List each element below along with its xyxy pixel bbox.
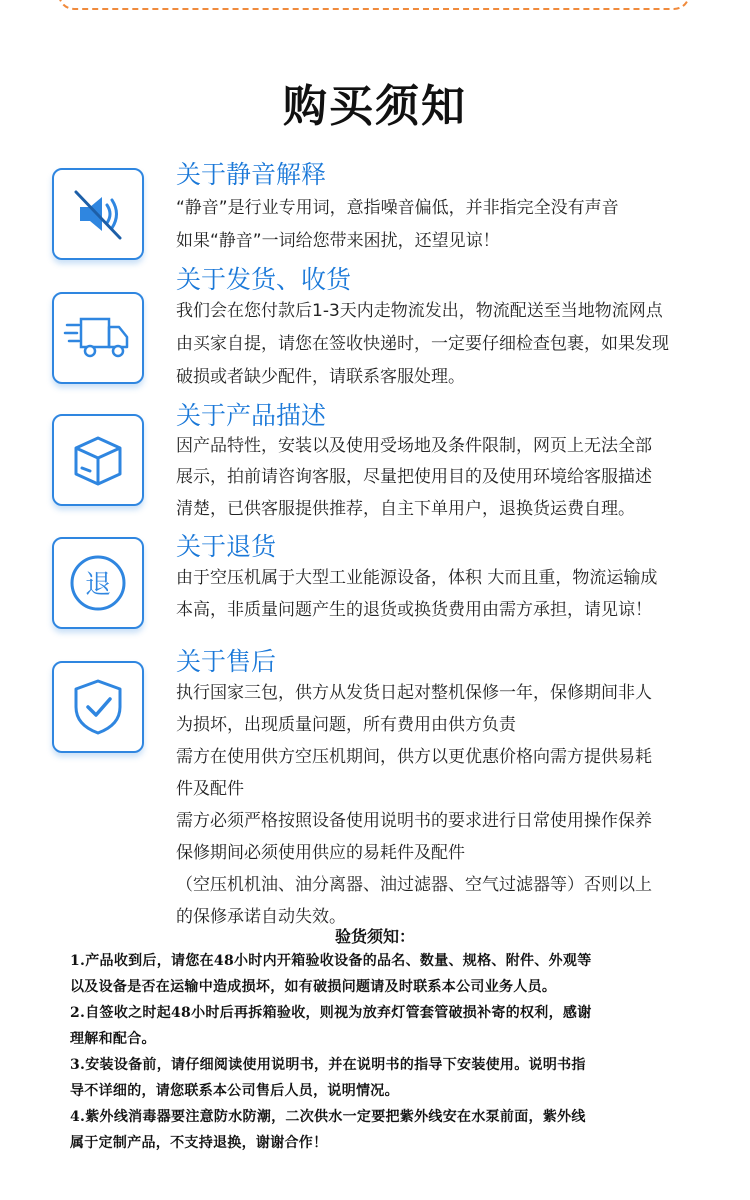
mute-speaker-icon: [52, 168, 144, 260]
top-dashed-banner-edge: [58, 0, 690, 10]
section-title-after-sales: 关于售后: [176, 647, 277, 676]
section-text-line: 由买家自提，请您在签收快递时，一定要仔细检查包裹，如果发现: [176, 334, 669, 354]
section-text-line: 本高，非质量问题产生的退货或换货费用由需方承担，请见谅！: [176, 600, 652, 620]
section-text-line: 需方在使用供方空压机期间，供方以更优惠价格向需方提供易耗: [176, 747, 652, 767]
section-title-mute: 关于静音解释: [176, 160, 327, 189]
inspection-line: 属于定制产品，不支持退换，谢谢合作！: [70, 1135, 328, 1151]
section-text-line: 件及配件: [176, 779, 244, 799]
delivery-truck-icon: [52, 292, 144, 384]
section-text-line: 为损坏，出现质量问题，所有费用由供方负责: [176, 715, 516, 735]
section-text-line: 清楚，已供客服提供推荐，自主下单用户，退换货运费自理。: [176, 499, 635, 519]
section-text-line: 保修期间必须使用供应的易耗件及配件: [176, 843, 465, 863]
inspection-line: 3.安装设备前，请仔细阅读使用说明书，并在说明书的指导下安装使用。说明书指: [70, 1057, 586, 1073]
section-text-line: 因产品特性，安装以及使用受场地及条件限制，网页上无法全部: [176, 436, 652, 456]
section-text-line: 破损或者缺少配件，请联系客服处理。: [176, 367, 465, 387]
section-title-return: 关于退货: [176, 532, 277, 561]
return-icon-label: 退: [84, 570, 112, 600]
section-text-line: 需方必须严格按照设备使用说明书的要求进行日常使用操作保养: [176, 811, 652, 831]
section-text-line: 我们会在您付款后1-3天内走物流发出，物流配送至当地物流网点: [176, 301, 663, 321]
shield-check-icon: [52, 661, 144, 753]
package-box-icon: [52, 414, 144, 506]
inspection-line: 4.紫外线消毒器要注意防水防潮，二次供水一定要把紫外线安在水泵前面，紫外线: [70, 1109, 586, 1125]
section-text-line: 展示，拍前请咨询客服，尽量把使用目的及使用环境给客服描述: [176, 467, 652, 487]
inspection-heading: 验货须知：: [334, 927, 415, 946]
section-text-line: 的保修承诺自动失效。: [176, 907, 346, 927]
section-text-line: 由于空压机属于大型工业能源设备，体积 大而且重，物流运输成: [176, 568, 658, 588]
page-title: 购买须知: [283, 81, 467, 132]
section-text-line: 如果“静音”一词给您带来困扰，还望见谅！: [176, 231, 500, 251]
section-text-line: “静音”是行业专用词，意指噪音偏低，并非指完全没有声音: [176, 198, 619, 218]
inspection-line: 以及设备是否在运输中造成损坏，如有破损问题请及时联系本公司业务人员。: [70, 979, 557, 995]
inspection-line: 1.产品收到后，请您在48小时内开箱验收设备的品名、数量、规格、附件、外观等: [70, 953, 592, 969]
section-text-line: 执行国家三包，供方从发货日起对整机保修一年，保修期间非人: [176, 683, 652, 703]
section-title-product: 关于产品描述: [176, 401, 327, 430]
inspection-line: 导不详细的，请您联系本公司售后人员，说明情况。: [70, 1083, 399, 1099]
return-icon: [52, 537, 144, 629]
section-title-delivery: 关于发货、收货: [176, 265, 352, 294]
section-text-line: （空压机机油、油分离器、油过滤器、空气过滤器等）否则以上: [176, 875, 652, 895]
inspection-line: 2.自签收之时起48小时后再拆箱验收，则视为放弃灯管套管破损补寄的权利，感谢: [70, 1005, 592, 1021]
inspection-line: 理解和配合。: [70, 1031, 156, 1047]
